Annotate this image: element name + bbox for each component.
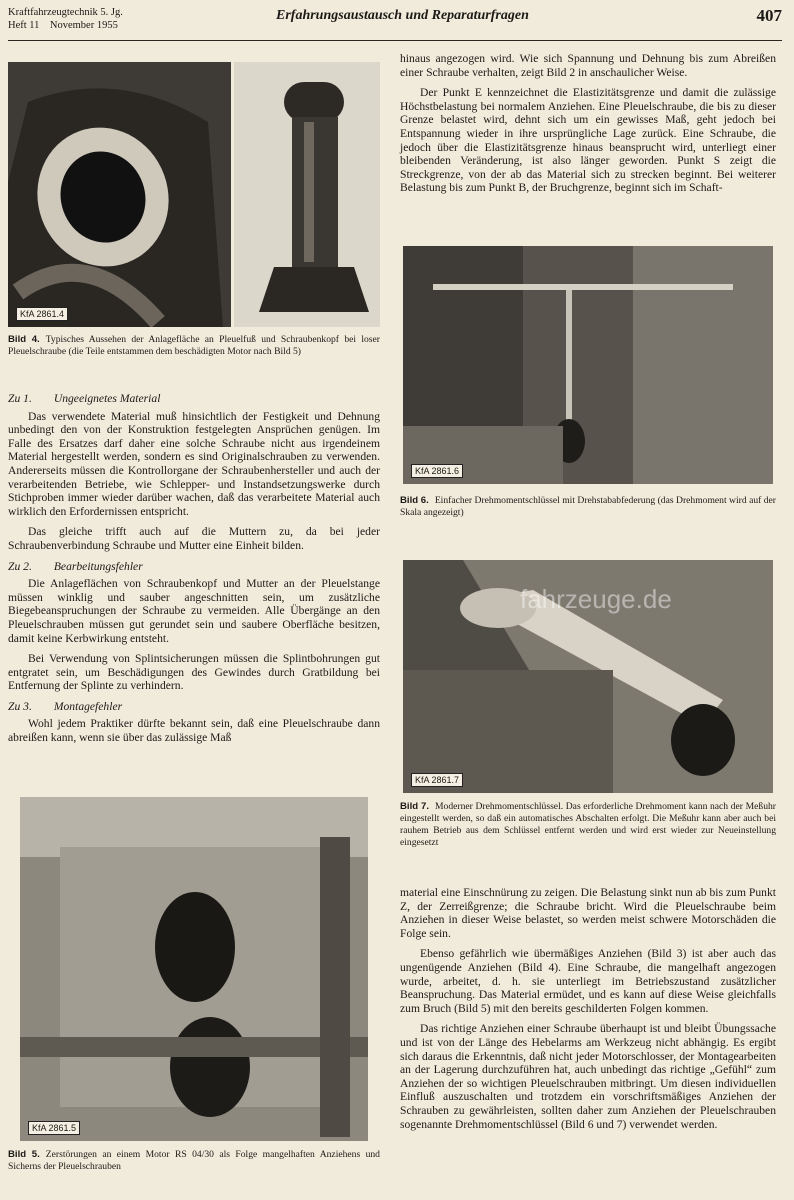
paragraph: Bei Verwendung von Splintsicherungen müssen die Splintbohrungen gut entgratet sein, um Beschädigungen des Gewindes durch Gratbildung bei Entfernung der Splinte zu verhindern. [8, 652, 380, 693]
paragraph: material eine Einschnürung zu zeigen. Die Belastung sinkt nun ab bis zum Punkt Z, der Zerreißgrenze; die Schraube bricht. Wird die Pleuelschraube beim Anziehen in dieser Weise belastet, so werden meist schwere Motorschäden die Folge sein. [400, 886, 776, 940]
paragraph: Ebenso gefährlich wie übermäßiges Anziehen (Bild 3) ist aber auch das ungenügende Anziehen (Bild 4). Eine Schraube, die mangelhaft angezogen wurde, arbeitet, d. h. sie unterliegt im Betriebszustand zusätzlicher Beanspruchung. Das Material ermüdet, und es kann auf diese Weise gleichfalls zum Bruch (Bild 5) mit den bereits geschilderten Folgen kommen. [400, 947, 776, 1015]
heading-number: Zu 2. [8, 559, 32, 573]
figure-6-photo [403, 246, 773, 484]
figure-6-label: Bild 6. [400, 495, 429, 506]
paragraph: Das richtige Anziehen einer Schraube überhaupt ist und bleibt Übungssache und ist von der Länge des Hebelarms am Werkzeug nicht abhängig. Es ergibt sich daraus die Erkenntnis, daß nicht jeder Motorschlosser, der Montagearbeiten an der Lagerung durchzuführen hat, auch unbedingt das richtige „Gefühl“ zum Anziehen der so wichtigen Pleuelschrauben mitbringt. Um diesen individuellen Einfluß auszuschalten und trotzdem ein vorschriftsmäßiges Anziehen der Schrauben zu gewährleisten, sollten daher zum Anziehen der Pleuelschrauben sogenannte Drehmomentschlüssel (Bild 6 und 7) verwendet werden. [400, 1022, 776, 1131]
right-column-top [400, 52, 776, 202]
figure-5-tag: KfA 2861.5 [28, 1121, 80, 1135]
figure-5-photo [20, 797, 368, 1141]
figure-4-tag: KfA 2861.4 [16, 307, 68, 321]
bearing-surface-image [8, 62, 231, 327]
page-number: 407 [756, 6, 782, 25]
journal-info [8, 6, 123, 32]
paragraph: Die Anlageflächen von Schraubenkopf und Mutter an der Pleuelstange müssen winklig und sauber angeschnitten sein, um zusätzliche Biegebeanspruchungen der Schraube zu vermeiden. Alle Übergänge an den Pleuelschrauben müssen gut gerundet sein und saubere Oberfläche besitzen, damit keine Kerbwirkung entsteht. [8, 577, 380, 645]
header-rule [8, 40, 782, 41]
issue-info: Heft 11 November 1955 [8, 20, 118, 31]
journal-name: Kraftfahrzeugtechnik 5. Jg. [8, 7, 123, 18]
figure-6-caption-text: Einfacher Drehmomentschlüssel mit Drehstababfederung (das Drehmoment wird auf der Skala angezeigt) [400, 495, 776, 518]
heading-zu-3 [8, 700, 380, 714]
engine-damage-image [20, 797, 368, 1141]
figure-7-caption [400, 801, 776, 849]
figure-4-photo-left [8, 62, 231, 327]
figure-7-caption-text: Moderner Drehmomentschlüssel. Das erforderliche Drehmoment kann nach der Meßuhr eingestellt werden, so daß ein automatisches Abschalten erfolgt. Die Meßuhr kann aber auch bei rauhem Betrieb aus dem Schlüssel entfernt werden und wird erst wieder zur Neueinstellung eingesetzt [400, 801, 776, 848]
heading-zu-1 [8, 392, 380, 406]
figure-7-tag: KfA 2861.7 [411, 773, 463, 787]
bolt-image [234, 62, 380, 327]
paragraph: Das gleiche trifft auch auf die Muttern zu, da bei jeder Schraubenverbindung Schraube und Mutter eine Einheit bilden. [8, 525, 380, 552]
section-title: Erfahrungsaustausch und Reparaturfragen [276, 8, 529, 23]
paragraph: Das verwendete Material muß hinsichtlich der Festigkeit und Dehnung unbedingt den von der Konstruktion festgelegten Ansprüchen genügen. Im Falle des Ersatzes darf daher eine solche Schraube nicht aus irgendeinem Material hergestellt werden, sondern es sind Originalschrauben zu verwenden. Andererseits müssen die Kontrollorgane der Schraubenhersteller und auch der verarbeitenden Betriebe, wie Schlepper- und Instandsetzungswerke durch Stichproben immer wieder darüber wachen, daß das verarbeitete Material auch wirklich den Erfordernissen entspricht. [8, 409, 380, 518]
figure-5-label: Bild 5. [8, 1149, 40, 1160]
right-column-bottom [400, 886, 776, 1138]
figure-4-caption-text: Typisches Aussehen der Anlagefläche an Pleuelfuß und Schraubenkopf bei loser Pleuelschraube (die Teile entstammen dem beschädigten Motor nach Bild 5) [8, 334, 380, 357]
page-header [8, 6, 782, 44]
heading-title: Bearbeitungsfehler [53, 559, 143, 573]
paragraph: Der Punkt E kennzeichnet die Elastizitätsgrenze und damit die zulässige Höchstbelastung bei normalem Anziehen. Eine Pleuelschraube, die bis zu dieser Grenze belastet wird, dehnt sich um ein gewisses Maß, geht jedoch bei Entspannung wieder in ihre ursprüngliche Lage zurück. Eine Schraube, die jedoch über die Elastizitätsgrenze hinaus beansprucht wird, unterliegt einer bleibenden Veränderung, ist also länger geworden. Punkt S zeigt die Streckgrenze, von der ab das Material sich zu strecken beginnt. Bei weiterer Belastung bis zum Punkt B, der Bruchgrenze, beginnt sich im Schaft- [400, 86, 776, 195]
figure-6-tag: KfA 2861.6 [411, 464, 463, 478]
figure-4-caption [8, 334, 380, 358]
figure-6-caption [400, 495, 776, 519]
torque-wrench-image [403, 246, 773, 484]
watermark: fahrzeuge.de [520, 584, 672, 614]
left-column [8, 386, 380, 752]
figure-4-label: Bild 4. [8, 334, 40, 345]
figure-5-caption [8, 1149, 380, 1173]
figure-4-photo-right [234, 62, 380, 327]
heading-title: Montagefehler [53, 699, 123, 713]
figure-5-caption-text: Zerstörungen an einem Motor RS 04/30 als Folge mangelhaften Anziehens und Sicherns der Pleuelschrauben [8, 1149, 380, 1172]
heading-number: Zu 1. [8, 392, 32, 405]
paragraph: hinaus angezogen wird. Wie sich Spannung und Dehnung bis zum Abreißen einer Schraube verhalten, zeigt Bild 2 in anschaulicher Weise. [400, 52, 776, 79]
figure-7-label: Bild 7. [400, 801, 430, 812]
heading-title: Ungeeignetes Material [53, 392, 161, 405]
heading-number: Zu 3. [8, 699, 32, 713]
paragraph: Wohl jedem Praktiker dürfte bekannt sein, daß eine Pleuelschraube dann abreißen kann, wenn sie über das zulässige Maß [8, 717, 380, 745]
heading-zu-2 [8, 560, 380, 574]
